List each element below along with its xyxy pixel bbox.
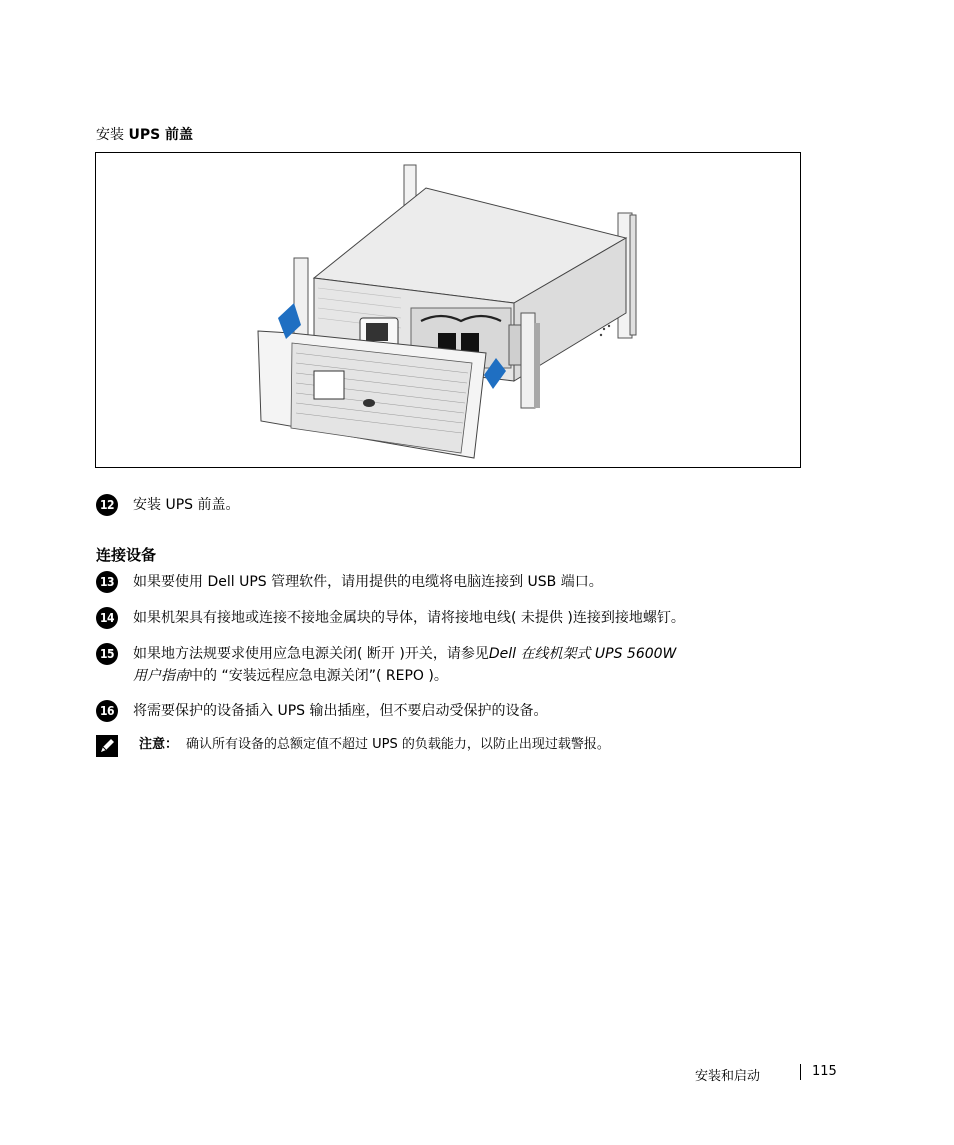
step-badge-13: 13 xyxy=(96,571,118,593)
ups-front-cover-illustration xyxy=(95,152,801,468)
footer-page-number: 115 xyxy=(812,1064,837,1079)
step-text-13: 如果要使用 Dell UPS 管理软件，请用提供的电缆将电脑连接到 USB 端口。 xyxy=(133,574,603,590)
note-block xyxy=(139,735,610,755)
note-pencil-icon xyxy=(96,735,118,757)
footer-chapter-title: 安装和启动 xyxy=(695,1069,761,1084)
step-text-15-line2: 用户指南中的 “安装远程应急电源关闭”( REPO )。 xyxy=(133,668,448,684)
note-text: 确认所有设备的总额定值不超过 UPS 的负载能力，以防止出现过载警报。 xyxy=(186,737,610,752)
step-badge-16: 16 xyxy=(96,700,118,722)
guide-reference-title-2: 用户指南 xyxy=(133,668,189,684)
step-badge-12: 12 xyxy=(96,494,118,516)
caption-bold: UPS 前盖 xyxy=(128,127,194,143)
ups-illustration-svg xyxy=(96,153,802,469)
dell-logo-badge xyxy=(363,399,375,407)
footer-separator xyxy=(800,1064,801,1080)
step-text-12: 安装 UPS 前盖。 xyxy=(133,497,240,513)
step-badge-14: 14 xyxy=(96,607,118,629)
caption-prefix: 安装 xyxy=(96,127,124,143)
note-label: 注意： xyxy=(139,737,179,752)
front-rail-right xyxy=(521,313,535,408)
step-text-15-line1: 如果地方法规要求使用应急电源关闭( 断开 )开关，请参见Dell 在线机架式 UPS 5600W xyxy=(133,646,677,662)
cover-lcd-window xyxy=(314,371,344,399)
step-text-16: 将需要保护的设备插入 UPS 输出插座，但不要启动受保护的设备。 xyxy=(133,703,548,719)
guide-reference-title: Dell 在线机架式 UPS 5600W xyxy=(488,646,677,662)
section-heading: 连接设备 xyxy=(96,546,157,564)
step-badge-15: 15 xyxy=(96,643,118,665)
figure-caption xyxy=(96,124,193,144)
step-text-14: 如果机架具有接地或连接不接地金属块的导体，请将接地电线( 未提供 )连接到接地螺钉。 xyxy=(133,610,685,626)
